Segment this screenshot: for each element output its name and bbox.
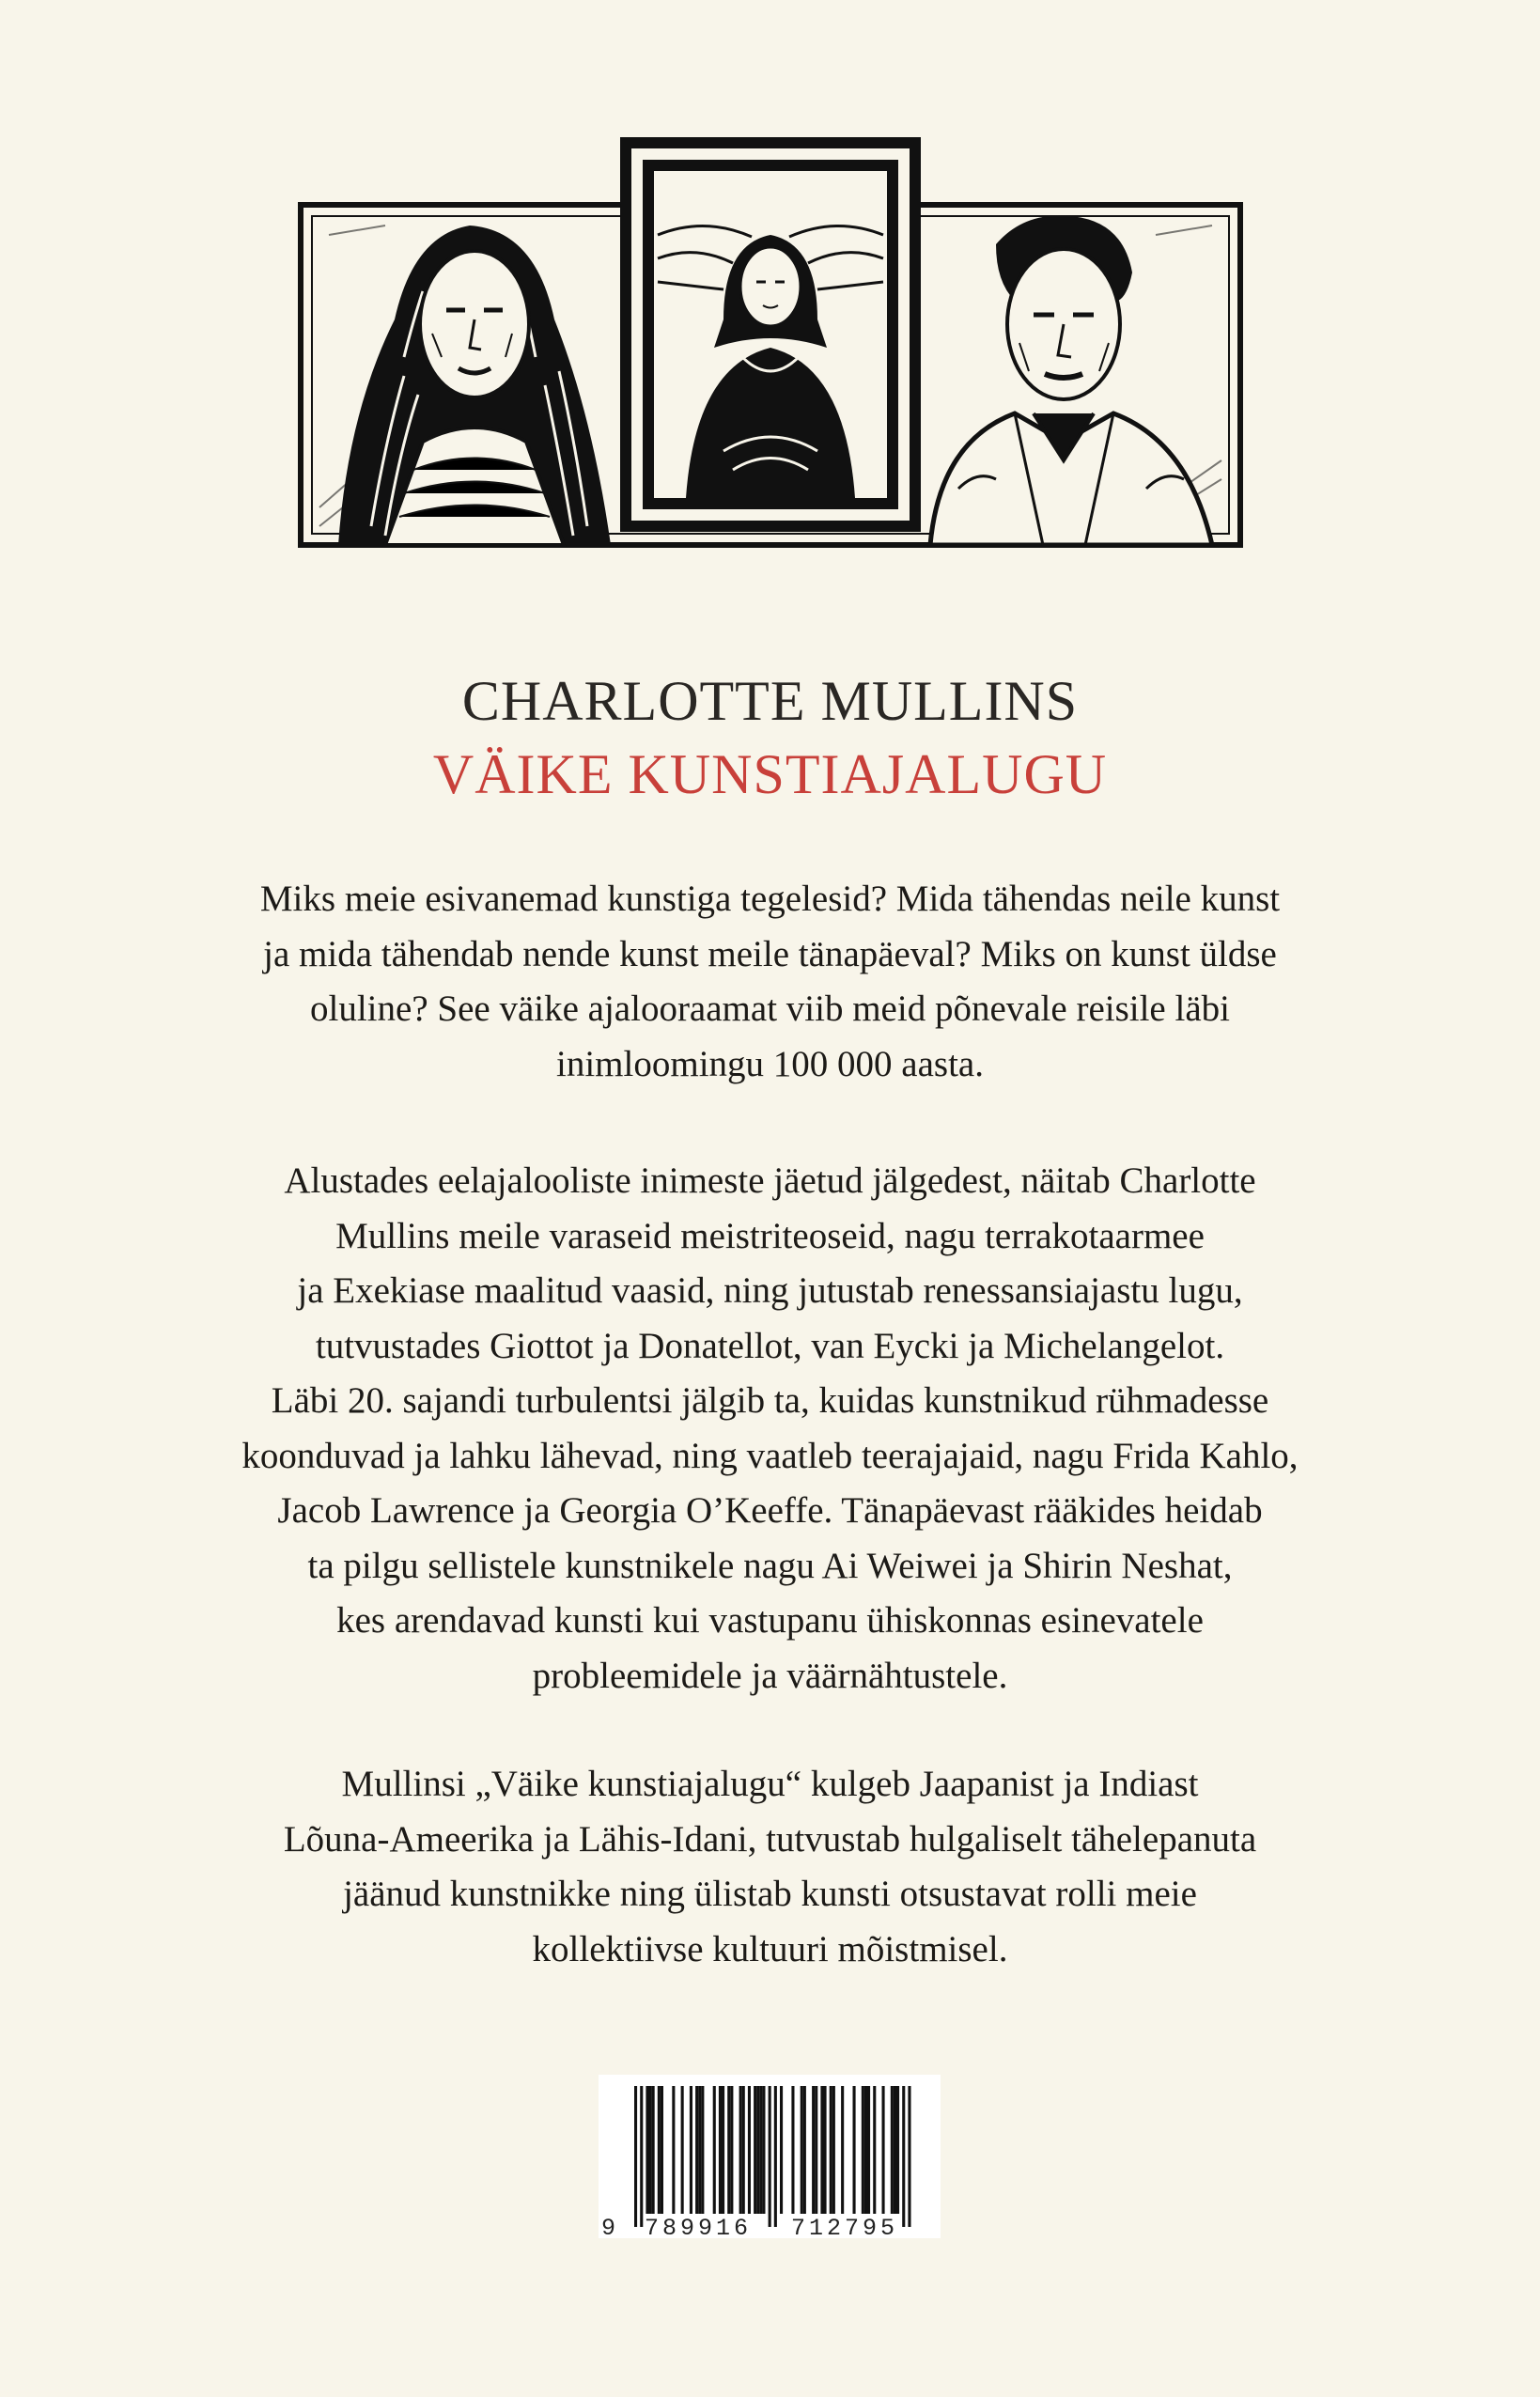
barcode-bar [774, 2086, 777, 2227]
barcode-digits-left: 789916 [645, 2215, 753, 2242]
barcode-bar [830, 2086, 832, 2214]
barcode-bar [801, 2086, 803, 2214]
barcode-digits [0, 2215, 1540, 2243]
barcode-bar [698, 2086, 701, 2214]
blurb-line: koonduvad ja lahku lähevad, ning vaatleb teerajajaid, nagu Frida Kahlo, [241, 1435, 1299, 1476]
author-name: CHARLOTTE MULLINS [461, 670, 1079, 732]
barcode-bar [908, 2086, 910, 2227]
barcode-bar [754, 2086, 756, 2214]
barcode-bar [759, 2086, 762, 2214]
barcode-bar [742, 2086, 745, 2214]
barcode-bar [672, 2086, 675, 2214]
barcode-bar [762, 2086, 765, 2214]
book-title: VÄIKE KUNSTIAJALUGU [432, 743, 1108, 805]
blurb-line: Miks meie esivanemad kunstiga tegelesid? Mida tähendas neile kunst [259, 879, 1281, 919]
blurb-line: tutvustades Giottot ja Donatellot, van Eycki ja Michelangelot. [315, 1325, 1225, 1366]
barcode-digit-first: 9 [601, 2215, 616, 2242]
blurb-line: oluline? See väike ajalooraamat viib meid põnevale reisile läbi [310, 988, 1230, 1029]
blurb-line: probleemidele ja väärnähtustele. [532, 1655, 1008, 1696]
blurb-line: ta pilgu sellistele kunstnikele nagu Ai Weiwei ja Shirin Neshat, [307, 1545, 1233, 1586]
cover-illustration [282, 132, 1259, 554]
barcode-bar [812, 2086, 815, 2214]
barcode-bar [824, 2086, 827, 2214]
barcode-bar [841, 2086, 844, 2214]
barcode-bar [853, 2086, 856, 2214]
barcode-bar [780, 2086, 783, 2214]
barcode-bar [634, 2086, 637, 2227]
barcode-bar [646, 2086, 648, 2214]
barcode-bar [896, 2086, 899, 2214]
barcode-bar [739, 2086, 742, 2214]
barcode-bar [832, 2086, 835, 2214]
blurb-line: jäänud kunstnikke ning ülistab kunsti otsustavat rolli meie [343, 1874, 1197, 1914]
barcode-bar [649, 2086, 652, 2214]
barcode-bar [661, 2086, 663, 2214]
barcode-bar [701, 2086, 704, 2214]
blurb-line: ja mida tähendab nende kunst meile tänapäeval? Miks on kunst üldse [263, 933, 1277, 974]
mona-lisa-painting [620, 137, 921, 532]
barcode-bar [640, 2086, 643, 2227]
barcode-bar [791, 2086, 794, 2214]
blurb-line: ja Exekiase maalitud vaasid, ning jutustab renessansiajastu lugu, [297, 1270, 1243, 1311]
blurb-line: kes arendavad kunsti kui vastupanu ühiskonnas esinevatele [336, 1600, 1204, 1641]
barcode-bar [730, 2086, 733, 2214]
barcode-bar [658, 2086, 661, 2214]
blurb-line: Jacob Lawrence ja Georgia O’Keeffe. Tänapäevast rääkides heidab [277, 1490, 1263, 1531]
barcode-bar [803, 2086, 806, 2214]
blurb-line: Alustades eelajalooliste inimeste jäetud jälgedest, näitab Charlotte [284, 1160, 1256, 1201]
barcode-bar [873, 2086, 876, 2214]
barcode-bar [748, 2086, 751, 2214]
blurb-paragraph-2 [122, 1154, 1418, 1704]
blurb-line: Läbi 20. sajandi turbulentsi jälgib ta, kuidas kunstnikud rühmadesse [271, 1380, 1269, 1421]
barcode-bar [719, 2086, 722, 2214]
barcode-bar [862, 2086, 864, 2214]
barcode-bar [867, 2086, 870, 2214]
blurb-line: Lõuna-Ameerika ja Lähis-Idani, tutvustab hulgaliselt tähelepanuta [283, 1818, 1257, 1860]
blurb-paragraph-3 [122, 1757, 1418, 1977]
barcode-bar [891, 2086, 894, 2214]
blurb-line: Mullinsi „Väike kunstiajalugu“ kulgeb Jaapanist ja Indiast [341, 1764, 1199, 1804]
blurb-paragraph-1 [122, 872, 1418, 1092]
barcode-bar [882, 2086, 885, 2214]
barcode-bar [690, 2086, 692, 2214]
blurb-line: inimloomingu 100 000 aasta. [556, 1043, 984, 1084]
barcode-digits-right: 712795 [791, 2215, 899, 2242]
isbn-barcode [599, 2075, 941, 2238]
barcode-bar [695, 2086, 698, 2214]
barcode-bar [713, 2086, 716, 2214]
barcode-bar [681, 2086, 684, 2214]
blurb-line: Mullins meile varaseid meistriteoseid, nagu terrakotaarmee [335, 1215, 1205, 1256]
barcode-bar [894, 2086, 896, 2214]
barcode-bar [769, 2086, 771, 2227]
barcode-bar [820, 2086, 823, 2214]
barcode-bars [599, 2075, 941, 2238]
barcode-bar [722, 2086, 724, 2214]
barcode-bar [864, 2086, 867, 2214]
barcode-bar [727, 2086, 730, 2214]
barcode-bar [815, 2086, 817, 2214]
barcode-bar [902, 2086, 905, 2227]
barcode-bar [756, 2086, 759, 2214]
blurb-line: kollektiivse kultuuri mõistmisel. [532, 1928, 1008, 1969]
barcode-bar [652, 2086, 655, 2214]
